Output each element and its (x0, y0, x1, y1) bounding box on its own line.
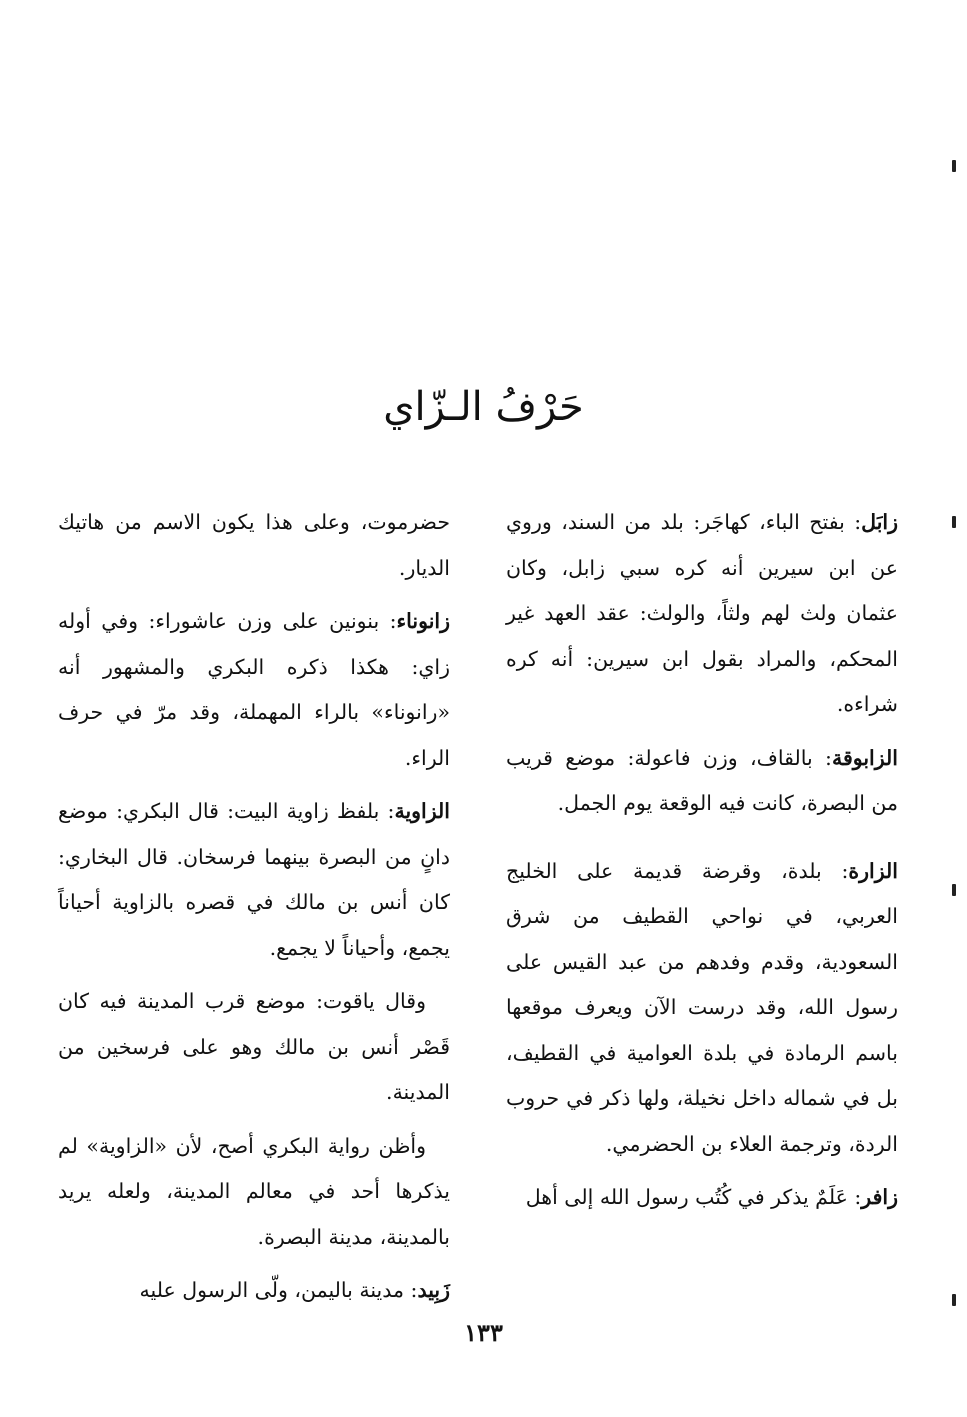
entry-term: زابَل (861, 510, 898, 534)
margin-mark (952, 1294, 956, 1306)
entry-term: الزابوقة (831, 745, 898, 770)
entry-term: زَبِيد (417, 1278, 450, 1302)
right-column (506, 500, 898, 1229)
entry-zawiya (58, 789, 450, 971)
margin-mark (952, 160, 956, 172)
entry-term: الزارة (848, 858, 898, 883)
entry-text: : بنونين على وزن عاشوراء: وفي أوله زاي: هكذا ذكره البكري والمشهور أنه «رانوناء» بالراء المهملة، وقد مرّ في حرف الراء. (58, 609, 450, 770)
entry-zabuqa (506, 736, 898, 827)
entry-zafir (506, 1175, 898, 1221)
entry-term: الزاوية (394, 799, 450, 823)
chapter-title: حَرْفُ الـزّاي (383, 383, 584, 430)
entry-text: : بفتح الباء، كهاجَر: بلد من السند، وروي عن ابن سيرين أنه كره سبي زابل، وكان عثمان ولث لهم ولثاً، والولث: عقد العهد غير المحكم، والمراد بقول ابن سيرين: أنه كره شراءه. (506, 510, 898, 716)
entry-zabal (506, 500, 898, 728)
page-number: ١٣٣ (464, 1318, 503, 1347)
entry-text: : بالقاف، وزن فاعولة: موضع قريب من البصرة، كانت فيه الوقعة يوم الجمل. (506, 745, 898, 815)
entry-zanunaa (58, 599, 450, 781)
entry-term: زانوناء (396, 609, 450, 633)
entry-zara (506, 849, 898, 1168)
entry-continuation (58, 500, 450, 591)
entry-term: زافر (861, 1185, 898, 1209)
entry-zabid (58, 1268, 450, 1314)
entry-text: وأظن رواية البكري أصح، لأن «الزاوية» لم يذكرها أحد في معالم المدينة، ولعله يريد بالمدينة، مدينة البصرة. (58, 1133, 450, 1249)
entry-paragraph (58, 1124, 450, 1261)
entry-text: وقال ياقوت: موضع قرب المدينة فيه كان قَصْر أنس بن مالك وهو على فرسخين من المدينة. (58, 989, 450, 1104)
left-column (58, 500, 450, 1322)
entry-paragraph (58, 979, 450, 1116)
margin-mark (952, 884, 956, 896)
entry-text: : بلفظ زاوية البيت: قال البكري: موضع دانٍ من البصرة بينهما فرسخان. قال البخاري: كان أنس بن مالك في قصره بالزاوية أحياناً يجمع، وأحياناً لا يجمع. (58, 799, 450, 960)
entry-text: : بلدة، وقرضة قديمة على الخليج العربي، في نواحي القطيف من شرق السعودية، وقدم وفدهم من عبد القيس على رسول الله، وقد درست الآن ويعرف موقعها باسم الرمادة في بلدة العوامية في القطيف، بل في شماله داخل نخيلة، ولها ذكر في حروب الردة، وترجمة العلاء بن الحضرمي. (506, 858, 898, 1156)
entry-text: : عَلَمٌ يذكر في كُتُب رسول الله إلى أهل (525, 1185, 862, 1209)
entry-text: : مدينة باليمن، ولّى الرسول عليه (139, 1278, 418, 1302)
margin-mark (952, 516, 956, 528)
entry-text: حضرموت، وعلى هذا يكون الاسم من هاتيك الديار. (58, 510, 450, 580)
